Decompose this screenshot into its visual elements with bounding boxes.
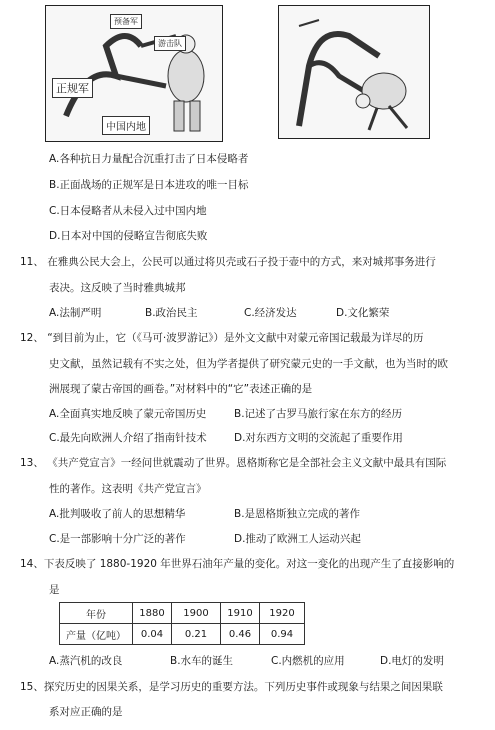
- q13-stem-line-2: 性的著作。这表明《共产党宣言》: [49, 483, 207, 495]
- table-cell: 年份: [60, 603, 133, 624]
- label-reserve-army: 预备军: [110, 14, 142, 29]
- q14-option-c[interactable]: C.内燃机的应用: [271, 655, 345, 667]
- q14-stem-line-1: 14、下表反映了 1880-1920 年世界石油年产量的变化。对这一变化的出现产生了直接影响的: [20, 558, 455, 570]
- table-row-output: [60, 624, 305, 645]
- q10-option-d[interactable]: D.日本对中国的侵略宣告彻底失败: [49, 230, 208, 242]
- table-cell: 1900: [172, 603, 221, 624]
- q12-option-c[interactable]: C.最先向欧洲人介绍了指南针技术: [49, 432, 207, 444]
- q12-stem-line-1: 12、 “到目前为止，它（《马可·波罗游记》）是外文文献中对蒙元帝国记载最为详尽的历: [20, 332, 424, 344]
- q11-option-c[interactable]: C.经济发达: [244, 307, 297, 319]
- oil-production-table: [59, 602, 305, 645]
- q10-option-a[interactable]: A.各种抗日力量配合沉重打击了日本侵略者: [49, 153, 249, 165]
- q11-stem-line-2: 表决。这反映了当时雅典城邦: [49, 282, 186, 294]
- q13-option-c[interactable]: C.是一部影响十分广泛的著作: [49, 533, 186, 545]
- cartoon-right-drawing: [279, 6, 429, 138]
- q11-option-a[interactable]: A.法制严明: [49, 307, 102, 319]
- q12-option-d[interactable]: D.对东西方文明的交流起了重要作用: [234, 432, 403, 444]
- q15-stem-line-1: 15、探究历史的因果关系，是学习历史的重要方法。下列历史事件或现象与结果之间因果联: [20, 681, 443, 693]
- table-row-year: [60, 603, 305, 624]
- q11-stem-line-1: 11、 在雅典公民大会上，公民可以通过将贝壳或石子投于壶中的方式，来对城邦事务进行: [20, 256, 436, 268]
- q13-stem-line-1: 13、 《共产党宣言》一经问世就震动了世界。恩格斯称它是全部社会主义文献中最具有国际: [20, 457, 447, 469]
- table-cell: 1920: [260, 603, 305, 624]
- q14-option-a[interactable]: A.蒸汽机的改良: [49, 655, 123, 667]
- q12-stem-line-2: 史文献，虽然记载有不实之处，但为学者提供了研究蒙元史的一手文献，也为当时的欧: [49, 358, 448, 370]
- table-cell: 0.94: [260, 624, 305, 645]
- table-cell: 1880: [133, 603, 172, 624]
- q12-option-b[interactable]: B.记述了古罗马旅行家在东方的经历: [234, 408, 403, 420]
- q11-option-b[interactable]: B.政治民主: [145, 307, 198, 319]
- q13-option-b[interactable]: B.是恩格斯独立完成的著作: [234, 508, 361, 520]
- table-cell: 0.21: [172, 624, 221, 645]
- table-cell: 产量（亿吨）: [60, 624, 133, 645]
- label-china-interior: 中国内地: [102, 116, 150, 135]
- q10-option-c[interactable]: C.日本侵略者从未侵入过中国内地: [49, 205, 207, 217]
- cartoon-right: [278, 5, 430, 139]
- q11-option-d[interactable]: D.文化繁荣: [336, 307, 390, 319]
- q15-stem-line-2: 系对应正确的是: [49, 706, 123, 718]
- table-cell: 1910: [221, 603, 260, 624]
- q12-stem-line-3: 洲展现了蒙古帝国的画卷。”对材料中的“它”表述正确的是: [49, 383, 313, 395]
- table-cell: 0.04: [133, 624, 172, 645]
- table-cell: 0.46: [221, 624, 260, 645]
- q10-option-b[interactable]: B.正面战场的正规军是日本进攻的唯一目标: [49, 179, 249, 191]
- q13-option-a[interactable]: A.批判吸收了前人的思想精华: [49, 508, 186, 520]
- q12-option-a[interactable]: A.全面真实地反映了蒙元帝国历史: [49, 408, 207, 420]
- q14-option-b[interactable]: B.水车的诞生: [170, 655, 234, 667]
- q14-stem-line-2: 是: [49, 584, 60, 596]
- q14-option-d[interactable]: D.电灯的发明: [380, 655, 444, 667]
- label-guerrilla: 游击队: [154, 36, 186, 51]
- label-regular-army: 正规军: [52, 78, 93, 98]
- cartoon-left: [45, 5, 223, 142]
- q13-option-d[interactable]: D.推动了欧洲工人运动兴起: [234, 533, 361, 545]
